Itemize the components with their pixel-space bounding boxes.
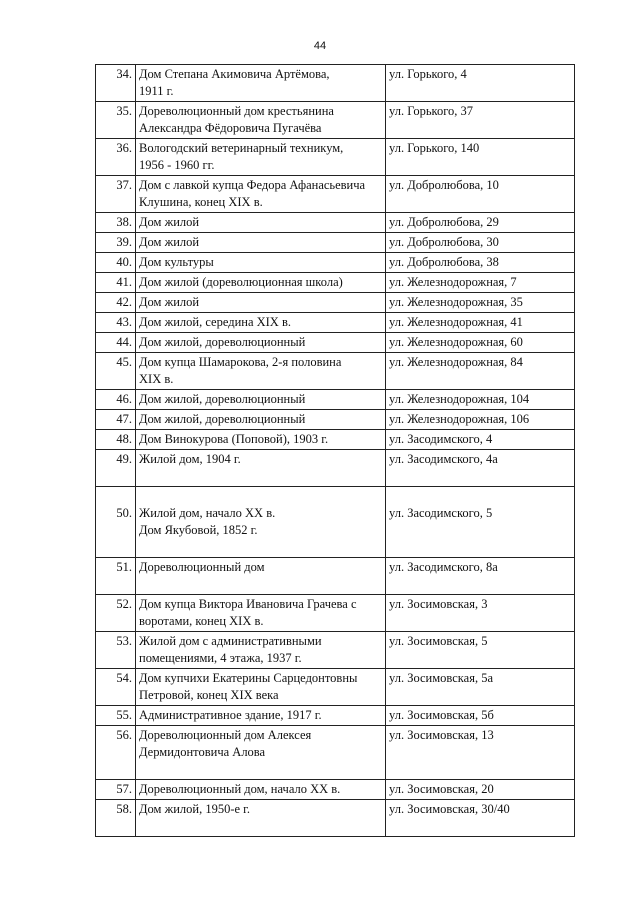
row-number-text: 52. xyxy=(116,597,132,611)
address-text: ул. Зосимовская, 5б xyxy=(389,708,494,722)
row-number xyxy=(96,253,136,273)
address-text: ул. Добролюбова, 30 xyxy=(389,235,499,249)
address-text: ул. Горького, 140 xyxy=(389,141,480,155)
row-number-text: 46. xyxy=(116,392,132,406)
table-row xyxy=(96,333,575,353)
table-row xyxy=(96,102,575,139)
object-name-line: Дом жилой xyxy=(139,215,200,229)
object-name-cell xyxy=(136,487,386,558)
address-text: ул. Засодимского, 4 xyxy=(389,432,493,446)
object-name-line: Дом Степана Акимовича Артёмова, xyxy=(139,67,330,81)
row-number xyxy=(96,706,136,726)
object-name-cell xyxy=(136,669,386,706)
table-row xyxy=(96,253,575,273)
row-number xyxy=(96,293,136,313)
address-cell xyxy=(386,800,575,837)
object-name-line: Жилой дом, начало XX в. xyxy=(139,506,276,520)
row-number xyxy=(96,139,136,176)
object-name-cell xyxy=(136,176,386,213)
row-number-text: 35. xyxy=(116,104,132,118)
address-cell xyxy=(386,595,575,632)
address-cell xyxy=(386,139,575,176)
object-name-cell xyxy=(136,800,386,837)
row-number xyxy=(96,233,136,253)
row-number xyxy=(96,800,136,837)
table-row xyxy=(96,390,575,410)
object-name-cell xyxy=(136,450,386,487)
object-name-line: Дом жилой (дореволюционная школа) xyxy=(139,275,343,289)
address-text: ул. Зосимовская, 5 xyxy=(389,634,488,648)
object-name-line: Дом жилой, дореволюционный xyxy=(139,335,306,349)
table-row xyxy=(96,213,575,233)
address-text: ул. Добролюбова, 10 xyxy=(389,178,499,192)
object-name-cell xyxy=(136,253,386,273)
object-name-line: Клушина, конец XIX в. xyxy=(139,195,263,209)
address-text: ул. Добролюбова, 38 xyxy=(389,255,499,269)
row-number xyxy=(96,669,136,706)
object-name-cell xyxy=(136,139,386,176)
address-cell xyxy=(386,233,575,253)
object-name-cell xyxy=(136,595,386,632)
address-cell xyxy=(386,313,575,333)
address-cell xyxy=(386,410,575,430)
object-name-cell xyxy=(136,273,386,293)
address-cell xyxy=(386,632,575,669)
row-number-text: 40. xyxy=(116,255,132,269)
row-number-text: 53. xyxy=(116,634,132,648)
row-number xyxy=(96,333,136,353)
address-cell xyxy=(386,213,575,233)
row-number xyxy=(96,410,136,430)
object-name-line: Дом жилой, дореволюционный xyxy=(139,412,306,426)
address-cell xyxy=(386,669,575,706)
row-number xyxy=(96,176,136,213)
address-text: ул. Зосимовская, 5а xyxy=(389,671,494,685)
address-cell xyxy=(386,333,575,353)
address-text: ул. Железнодорожная, 106 xyxy=(389,412,530,426)
object-name-line: Дореволюционный дом, начало XX в. xyxy=(139,782,341,796)
row-number-text: 44. xyxy=(116,335,132,349)
row-number-text: 34. xyxy=(116,67,132,81)
object-name-cell xyxy=(136,430,386,450)
address-text: ул. Зосимовская, 30/40 xyxy=(389,802,510,816)
row-number xyxy=(96,313,136,333)
table-row xyxy=(96,65,575,102)
address-cell xyxy=(386,430,575,450)
page-number: 44 xyxy=(313,40,327,52)
table-row xyxy=(96,410,575,430)
address-text: ул. Железнодорожная, 84 xyxy=(389,355,523,369)
object-name-line: Дом жилой xyxy=(139,295,200,309)
address-cell xyxy=(386,293,575,313)
address-cell xyxy=(386,253,575,273)
row-number xyxy=(96,213,136,233)
object-name-line: Дом жилой, 1950-е г. xyxy=(139,802,251,816)
object-name-line: Дом Винокурова (Поповой), 1903 г. xyxy=(139,432,329,446)
object-name-line: Дермидонтовича Алова xyxy=(139,745,266,759)
table-row xyxy=(96,632,575,669)
address-text: ул. Железнодорожная, 60 xyxy=(389,335,523,349)
address-cell xyxy=(386,273,575,293)
object-name-line: Административное здание, 1917 г. xyxy=(139,708,322,722)
row-number-text: 54. xyxy=(116,671,132,685)
object-name-cell xyxy=(136,353,386,390)
address-cell xyxy=(386,726,575,780)
table-row xyxy=(96,487,575,558)
row-number-text: 43. xyxy=(116,315,132,329)
address-cell xyxy=(386,353,575,390)
row-number xyxy=(96,353,136,390)
row-number-text: 45. xyxy=(116,355,132,369)
table-row xyxy=(96,233,575,253)
address-text: ул. Железнодорожная, 35 xyxy=(389,295,523,309)
table-row xyxy=(96,800,575,837)
table-row xyxy=(96,139,575,176)
address-cell xyxy=(386,450,575,487)
table-row xyxy=(96,293,575,313)
address-cell xyxy=(386,487,575,558)
address-text: ул. Добролюбова, 29 xyxy=(389,215,499,229)
object-name-line: воротами, конец XIX в. xyxy=(139,614,264,628)
address-text: ул. Засодимского, 8а xyxy=(389,560,498,574)
object-name-cell xyxy=(136,233,386,253)
object-name-line: Дом жилой xyxy=(139,235,200,249)
object-name-cell xyxy=(136,333,386,353)
row-number xyxy=(96,595,136,632)
row-number xyxy=(96,780,136,800)
object-name-cell xyxy=(136,780,386,800)
object-name-line: Дом купца Шамарокова, 2-я половина xyxy=(139,355,342,369)
object-name-line: Дом жилой, дореволюционный xyxy=(139,392,306,406)
table-row xyxy=(96,558,575,595)
row-number-text: 56. xyxy=(116,728,132,742)
address-text: ул. Засодимского, 4а xyxy=(389,452,498,466)
row-number xyxy=(96,65,136,102)
table-row xyxy=(96,353,575,390)
address-text: ул. Железнодорожная, 41 xyxy=(389,315,523,329)
address-cell xyxy=(386,65,575,102)
object-name-line: Александра Фёдоровича Пугачёва xyxy=(139,121,322,135)
address-text: ул. Горького, 37 xyxy=(389,104,474,118)
object-name-cell xyxy=(136,102,386,139)
row-number xyxy=(96,487,136,558)
row-number xyxy=(96,632,136,669)
row-number xyxy=(96,450,136,487)
object-name-cell xyxy=(136,726,386,780)
address-text: ул. Железнодорожная, 104 xyxy=(389,392,530,406)
object-name-line: Дом купца Виктора Ивановича Грачева с xyxy=(139,597,357,611)
object-name-line: Дом с лавкой купца Федора Афанасьевича xyxy=(139,178,366,192)
address-cell xyxy=(386,390,575,410)
object-name-cell xyxy=(136,558,386,595)
object-name-line: Дом жилой, середина XIX в. xyxy=(139,315,291,329)
table-row xyxy=(96,595,575,632)
row-number-text: 50. xyxy=(116,506,132,520)
table-row xyxy=(96,726,575,780)
row-number-text: 47. xyxy=(116,412,132,426)
address-cell xyxy=(386,176,575,213)
address-text: ул. Зосимовская, 3 xyxy=(389,597,488,611)
row-number-text: 49. xyxy=(116,452,132,466)
row-number xyxy=(96,273,136,293)
table-row xyxy=(96,313,575,333)
object-name-cell xyxy=(136,65,386,102)
row-number-text: 57. xyxy=(116,782,132,796)
object-name-line: Дореволюционный дом Алексея xyxy=(139,728,312,742)
object-name-cell xyxy=(136,313,386,333)
row-number-text: 55. xyxy=(116,708,132,722)
table-row xyxy=(96,780,575,800)
object-name-cell xyxy=(136,632,386,669)
object-name-line: Дом Якубовой, 1852 г. xyxy=(139,523,258,537)
table-row xyxy=(96,706,575,726)
object-name-cell xyxy=(136,213,386,233)
object-name-line: Жилой дом, 1904 г. xyxy=(139,452,241,466)
object-name-line: Жилой дом с административными xyxy=(139,634,322,648)
object-name-line: Дореволюционный дом крестьянина xyxy=(139,104,334,118)
row-number-text: 58. xyxy=(116,802,132,816)
address-text: ул. Засодимского, 5 xyxy=(389,506,493,520)
table-row xyxy=(96,273,575,293)
row-number-text: 37. xyxy=(116,178,132,192)
address-text: ул. Железнодорожная, 7 xyxy=(389,275,517,289)
row-number xyxy=(96,430,136,450)
table-row xyxy=(96,669,575,706)
object-name-line: Дореволюционный дом xyxy=(139,560,265,574)
table-row xyxy=(96,176,575,213)
row-number xyxy=(96,390,136,410)
object-name-cell xyxy=(136,293,386,313)
object-name-line: 1911 г. xyxy=(139,84,174,98)
address-text: ул. Зосимовская, 20 xyxy=(389,782,494,796)
table-row xyxy=(96,430,575,450)
registry-table-body xyxy=(96,65,575,837)
row-number-text: 39. xyxy=(116,235,132,249)
row-number-text: 42. xyxy=(116,295,132,309)
row-number-text: 48. xyxy=(116,432,132,446)
object-name-line: 1956 - 1960 гг. xyxy=(139,158,215,172)
row-number-text: 36. xyxy=(116,141,132,155)
address-cell xyxy=(386,102,575,139)
address-text: ул. Зосимовская, 13 xyxy=(389,728,494,742)
object-name-cell xyxy=(136,410,386,430)
object-name-line: XIX в. xyxy=(139,372,174,386)
address-cell xyxy=(386,558,575,595)
table-row xyxy=(96,450,575,487)
row-number-text: 51. xyxy=(116,560,132,574)
object-name-line: Дом купчихи Екатерины Сарцедонтовны xyxy=(139,671,358,685)
object-name-line: помещениями, 4 этажа, 1937 г. xyxy=(139,651,302,665)
address-text: ул. Горького, 4 xyxy=(389,67,467,81)
row-number xyxy=(96,558,136,595)
row-number xyxy=(96,102,136,139)
object-name-line: Вологодский ветеринарный техникум, xyxy=(139,141,344,155)
object-name-cell xyxy=(136,390,386,410)
object-name-line: Дом культуры xyxy=(139,255,214,269)
object-name-cell xyxy=(136,706,386,726)
address-cell xyxy=(386,706,575,726)
heritage-registry-table xyxy=(95,64,575,837)
row-number xyxy=(96,726,136,780)
row-number-text: 38. xyxy=(116,215,132,229)
row-number-text: 41. xyxy=(116,275,132,289)
object-name-line: Петровой, конец XIX века xyxy=(139,688,279,702)
address-cell xyxy=(386,780,575,800)
